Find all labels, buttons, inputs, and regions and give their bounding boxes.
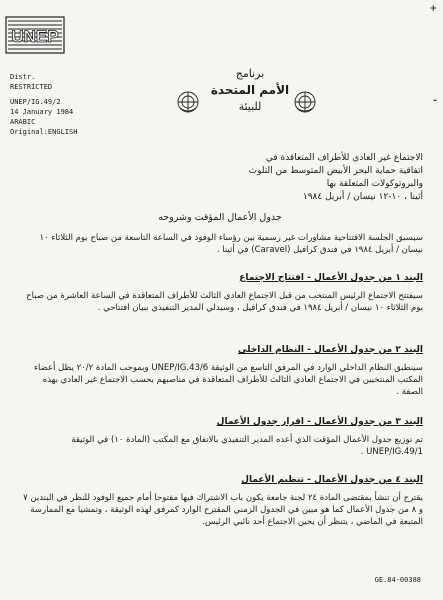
meeting-header-line: اتفاقية حماية البحر الأبيض المتوسط من التلوث [248,166,423,176]
unep-logo [5,16,65,54]
meeting-venue-date: أثينا ، ١٠-١٢ نيسان / أبريل ١٩٨٤ [302,192,423,202]
meeting-header-line: الاجتماع غير العادي للأطراف المتعاقدة في [265,153,423,163]
agenda-item-text: يقترح أن تنشأ بمقتضى المادة ٢٤ لجنة جامعة يكون باب الاشتراك فيها مفتوحا أمام جميع الوفود للنظر في البندين ٧ و ٨ من جدول الأعمال كما هو مبين في الجدول الزمني المقترح الوارد كمرفق لهذه الوثيقة ، وتمشيا مع الممارسة المتبعة في الماضي ، يتنظر أن يحين الاجتماع أحد نائبي الرئيس. [23,493,423,527]
restriction-label: RESTRICTED [10,83,53,91]
page-mark: + [429,4,437,14]
page-mark: - [433,96,437,106]
document-language: ARABIC [10,118,36,126]
distribution-label: Distr. [10,73,36,81]
agenda-title: جدول الأعمال المؤقت وشروحه [158,212,282,223]
agenda-item-text: تم توزيع جدول الأعمال المؤقت الذي أعده المدير التنفيذي بالاتفاق مع المكتب (المادة ١٠) في الوثيقة UNEP/IG.49/1 . [71,435,423,457]
original-language: Original:ENGLISH [10,128,78,136]
document-date: 14 January 1984 [10,108,74,116]
un-emblem-icon [293,90,317,114]
agenda-item-heading: البند ٢ من جدول الأعمال - النظام الداخلي [237,345,423,355]
programme-title-line1: برنامج [235,67,265,80]
programme-title-line3: للبيئة [238,100,262,113]
un-emblem-icon [176,90,200,114]
agenda-item-heading: البند ٤ من جدول الأعمال - تنظيم الأعمال [241,475,423,485]
agenda-item-heading: البند ١ من جدول الأعمال - افتتاح الاجتماع [239,273,423,283]
agenda-item-text: سينطبق النظام الداخلي الوارد في المرفق التاسع من الوثيقة UNEP/IG.43/6 وبموجب المادة ٢٠/٢ يظل أعضاء المكتب المنتخبين في الاجتماع العادي الثالث للأطراف المتعاقدة في مناصبهم بحسب الاجتماع غير العادي بهذه الصفة . [34,363,423,397]
meeting-header-line: والبروتوكولات المتعلقة بها [326,179,423,189]
document-code: GE.84-00388 [374,576,421,584]
meeting-header [63,152,423,204]
agenda-item-heading: البند ٣ من جدول الأعمال - اقرار جدول الأعمال [216,417,423,427]
document-metadata [10,72,77,137]
intro-paragraph: سيسبق الجلسة الافتتاحية مشاورات غير رسمية بين رؤساء الوفود في الساعة التاسعة من صباح يوم الثلاثاء ١٠ نيسان / أبريل ١٩٨٤ في فندق كرافيل (Caravel) في أثينا . [39,233,423,255]
programme-title-line2: الأمم المتحدة [210,83,290,97]
programme-title [210,66,290,115]
svg-text:UNEP: UNEP [11,27,59,46]
agenda-item-text: سيفتتح الاجتماع الرئيس المنتخب من قبل الاجتماع العادي الثالث للأطراف المتعاقدة في الساعة العاشرة من صباح يوم الثلاثاء ١٠ نيسان / أبريل ١٩٨٤ في فندق كرافيل ، وسيدلي المدير التنفيذي ببيان افتتاحي . [26,291,423,313]
document-symbol: UNEP/IG.49/2 [10,98,61,106]
